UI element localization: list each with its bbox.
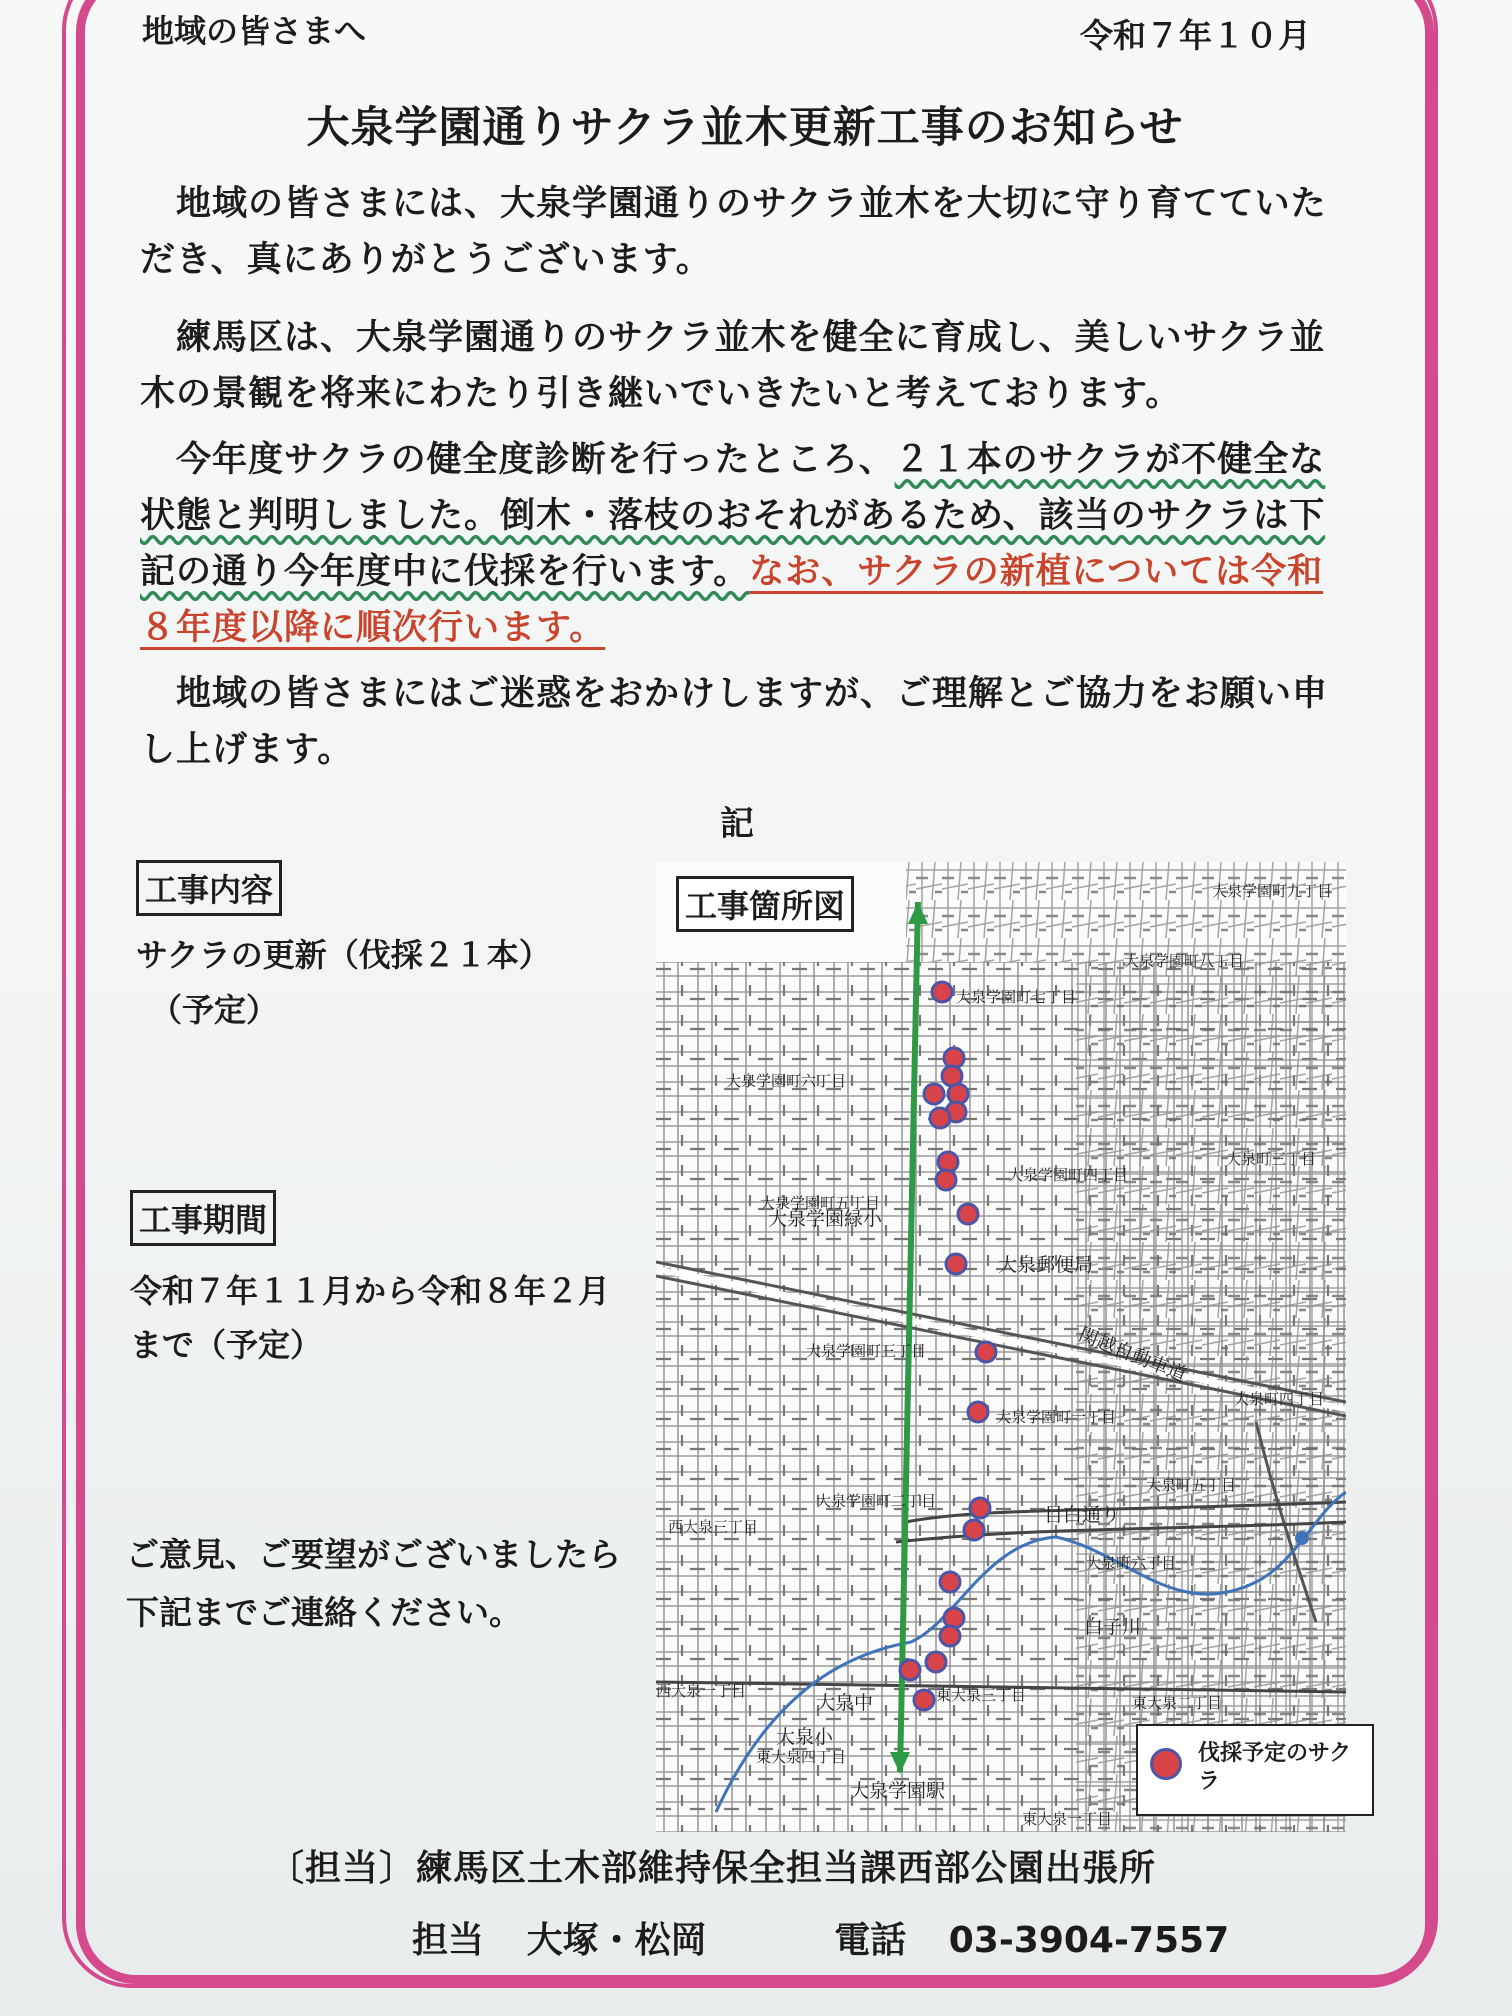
paragraph-apology: 地域の皆さまにはご迷惑をおかけしますが、ご理解とご協力をお願い申し上げます。 [140,674,1329,770]
work-period-value: 令和７年１１月から令和８年２月まで（予定） [130,1272,611,1364]
map-place: 東大泉四丁目 [756,1748,847,1766]
map-place: 大泉学園町二丁目 [816,1492,937,1510]
contact-note: ご意見、ご要望がございましたら下記までご連絡ください。 [126,1535,621,1632]
ki-heading: 記 [720,804,754,844]
map-place: 大泉学園町三丁目 [806,1342,927,1360]
map-place: 大泉学園町五丁目 [760,1194,881,1212]
map-place: 大泉中 [816,1692,874,1714]
greeting: 地域の皆さまへ [142,12,367,50]
construction-map [656,862,1346,1832]
replanting-note: なお、サクラの新植については令和８年度以降に順次行います。 [140,552,1324,648]
map-place: 大泉学園町八丁目 [1124,952,1245,970]
legend-text: 伐採予定のサクラ [1198,1741,1352,1794]
map-place: 関越自動車道 [1075,1323,1190,1387]
map-place: 大泉学園町九丁目 [1212,882,1333,900]
map-place: 大泉町四丁目 [1234,1390,1325,1408]
map-place: 東大泉三丁目 [936,1686,1027,1704]
map-place: 大泉学園町六丁目 [726,1072,847,1090]
work-content-value: サクラの更新（伐採２１本） [136,936,551,974]
map-place: 大泉町六丁目 [1086,1554,1177,1572]
map-place: 大泉町五丁目 [1146,1476,1237,1494]
map-place: 大泉小 [776,1726,834,1748]
map-place: 目白通り [1044,1504,1121,1526]
notice-title: 大泉学園通りサクラ並木更新工事のお知らせ [306,103,1184,153]
issue-date: 令和７年１０月 [1080,16,1311,55]
diagnosis-result: ２１本のサクラが不健全な状態と判明しました。倒木・落枝のおそれがあるため、該当のサクラは下記の通り今年度中に伐採を行います。 [140,440,1326,592]
map-legend [1136,1724,1374,1816]
contact-department: 〔担当〕練馬区土木部維持保全担当課西部公園出張所 [268,1848,1157,1889]
work-period-label: 工事期間 [130,1190,276,1246]
map-place: 大泉町三丁目 [1226,1150,1317,1168]
map-place: 大泉学園町一丁目 [996,1408,1117,1426]
map-place: 大泉学園町七丁目 [956,988,1077,1006]
map-place: 西大泉一丁目 [656,1682,747,1700]
paragraph-thanks: 地域の皆さまには、大泉学園通りのサクラ並木を大切に守り育てていただき、真にありがとうございます。 [140,184,1327,280]
work-content-label: 工事内容 [136,860,282,916]
phone-number: 03-3904-7557 [948,1920,1230,1961]
paragraph-policy: 練馬区は、大泉学園通りのサクラ並木を健全に育成し、美しいサクラ並木の景観を将来にわたり引き継いでいきたいと考えております。 [140,318,1326,414]
map-place: 西大泉三丁目 [668,1518,759,1536]
map-title: 工事箇所図 [676,876,854,932]
map-place: 大泉学園駅 [850,1780,946,1802]
map-place: 東大泉一丁目 [1022,1810,1113,1828]
map-place: 大泉郵便局 [998,1254,1094,1276]
paragraph-diagnosis [140,432,1340,656]
map-place: 大泉学園町四丁目 [1008,1166,1129,1184]
map-place: 大泉学園緑小 [768,1208,883,1230]
map-place: 白子川 [1084,1616,1142,1638]
contact-details: 担当 大塚・松岡 電話 03-3904-7557 [412,1920,1230,1961]
tree-marker-icon [1150,1748,1182,1780]
map-place: 東大泉二丁目 [1132,1694,1223,1712]
diagnosis-intro: 今年度サクラの健全度診断を行ったところ、 [176,440,895,480]
work-content-note: （予定） [150,991,279,1029]
